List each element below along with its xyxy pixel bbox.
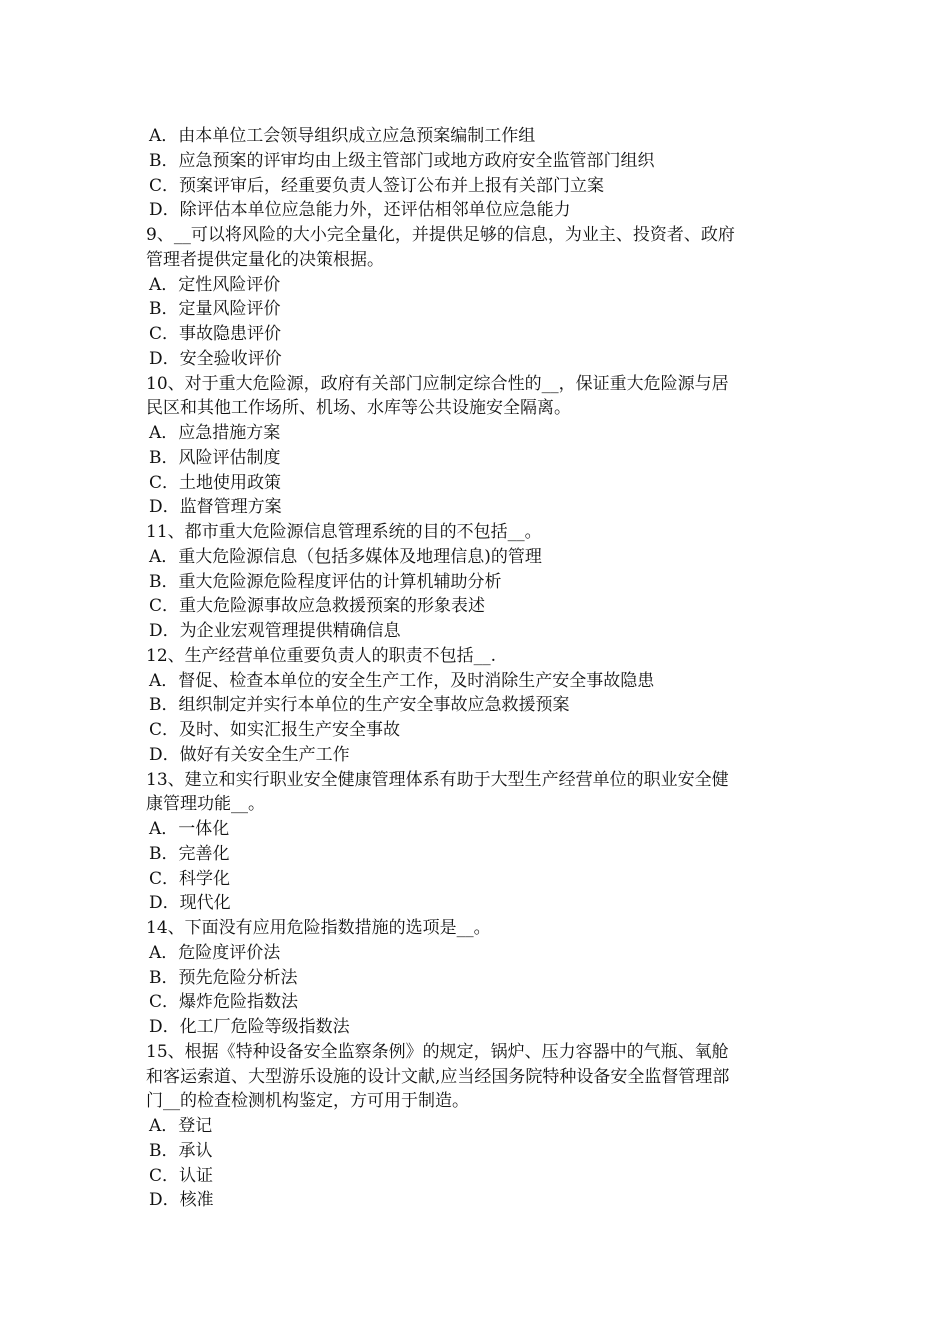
question-12 — [146, 644, 814, 768]
question-9 — [146, 223, 814, 372]
question-10 — [146, 372, 814, 521]
option-a: A．应急措施方案 — [149, 423, 281, 443]
option-b: B．承认 — [149, 1140, 213, 1161]
option-d: D．安全验收评价 — [149, 348, 282, 369]
question-text: 12、生产经营单位重要负责人的职责不包括__. — [146, 645, 497, 666]
option-c: C．土地使用政策 — [149, 472, 282, 493]
option-a: A．督促、检查本单位的安全生产工作，及时消除生产安全事故隐患 — [149, 670, 655, 691]
option-a: A．危险度评价法 — [149, 942, 281, 963]
question-13 — [146, 768, 814, 917]
option-a: A．定性风险评价 — [149, 274, 281, 295]
option-c: C．科学化 — [149, 868, 231, 889]
option-d: D．核准 — [149, 1190, 214, 1211]
question-text: 11、都市重大危险源信息管理系统的目的不包括__。 — [146, 522, 542, 542]
option-a: A．登记 — [149, 1116, 213, 1136]
option-d: D．做好有关安全生产工作 — [149, 744, 350, 765]
option-d: D．化工厂危险等级指数法 — [149, 1017, 350, 1037]
option-b: B．风险评估制度 — [149, 447, 281, 468]
question-text: 民区和其他工作场所、机场、水库等公共设施安全隔离。 — [146, 398, 571, 419]
option-c: C．及时、如实汇报生产安全事故 — [149, 720, 401, 740]
option-c: C．爆炸危险指数法 — [149, 992, 299, 1013]
option-a: A．一体化 — [149, 819, 230, 839]
question-text: 15、根据《特种设备安全监察条例》的规定，锅炉、压力容器中的气瓶、氧舱 — [146, 1041, 729, 1062]
question-text: 13、建立和实行职业安全健康管理体系有助于大型生产经营单位的职业安全健 — [146, 769, 729, 790]
question-14 — [146, 916, 814, 1040]
option-c: C．认证 — [149, 1165, 214, 1186]
question-text: 9、__可以将风险的大小完全量化，并提供足够的信息，为业主、投资者、政府 — [146, 225, 735, 245]
option-c: C．事故隐患评价 — [149, 324, 282, 344]
option-a: A．由本单位工会领导组织成立应急预案编制工作组 — [149, 126, 536, 146]
option-b: B．完善化 — [149, 843, 230, 864]
option-b: B．组织制定并实行本单位的生产安全事故应急救援预案 — [149, 695, 570, 716]
option-b: B．预先危险分析法 — [149, 967, 298, 988]
option-b: B．定量风险评价 — [149, 299, 281, 320]
option-d: D．监督管理方案 — [149, 497, 282, 518]
question-text: 管理者提供定量化的决策根据。 — [146, 249, 384, 270]
option-b: B．重大危险源危险程度评估的计算机辅助分析 — [149, 571, 502, 592]
document-page — [146, 124, 814, 1213]
question-text: 14、下面没有应用危险指数措施的选项是__。 — [146, 918, 491, 938]
option-c: C．预案评审后，经重要负责人签订公布并上报有关部门立案 — [149, 175, 605, 196]
option-a: A．重大危险源信息（包括多媒体及地理信息)的管理 — [149, 546, 542, 567]
option-b: B．应急预案的评审均由上级主管部门或地方政府安全监管部门组织 — [149, 150, 655, 171]
question-text: 门__的检查检测机构鉴定，方可用于制造。 — [146, 1091, 469, 1112]
option-d: D．除评估本单位应急能力外，还评估相邻单位应急能力 — [149, 200, 571, 221]
question-text: 康管理功能__。 — [146, 794, 265, 815]
question-text: 10、对于重大危险源，政府有关部门应制定综合性的__，保证重大危险源与居 — [146, 373, 729, 394]
option-d: D．为企业宏观管理提供精确信息 — [149, 621, 401, 641]
question-text: 和客运索道、大型游乐设施的设计文献,应当经国务院特种设备安全监督管理部 — [146, 1066, 730, 1087]
option-c: C．重大危险源事故应急救援预案的形象表述 — [149, 596, 486, 617]
option-d: D．现代化 — [149, 893, 231, 914]
question-11 — [146, 520, 814, 644]
question-15 — [146, 1040, 814, 1213]
